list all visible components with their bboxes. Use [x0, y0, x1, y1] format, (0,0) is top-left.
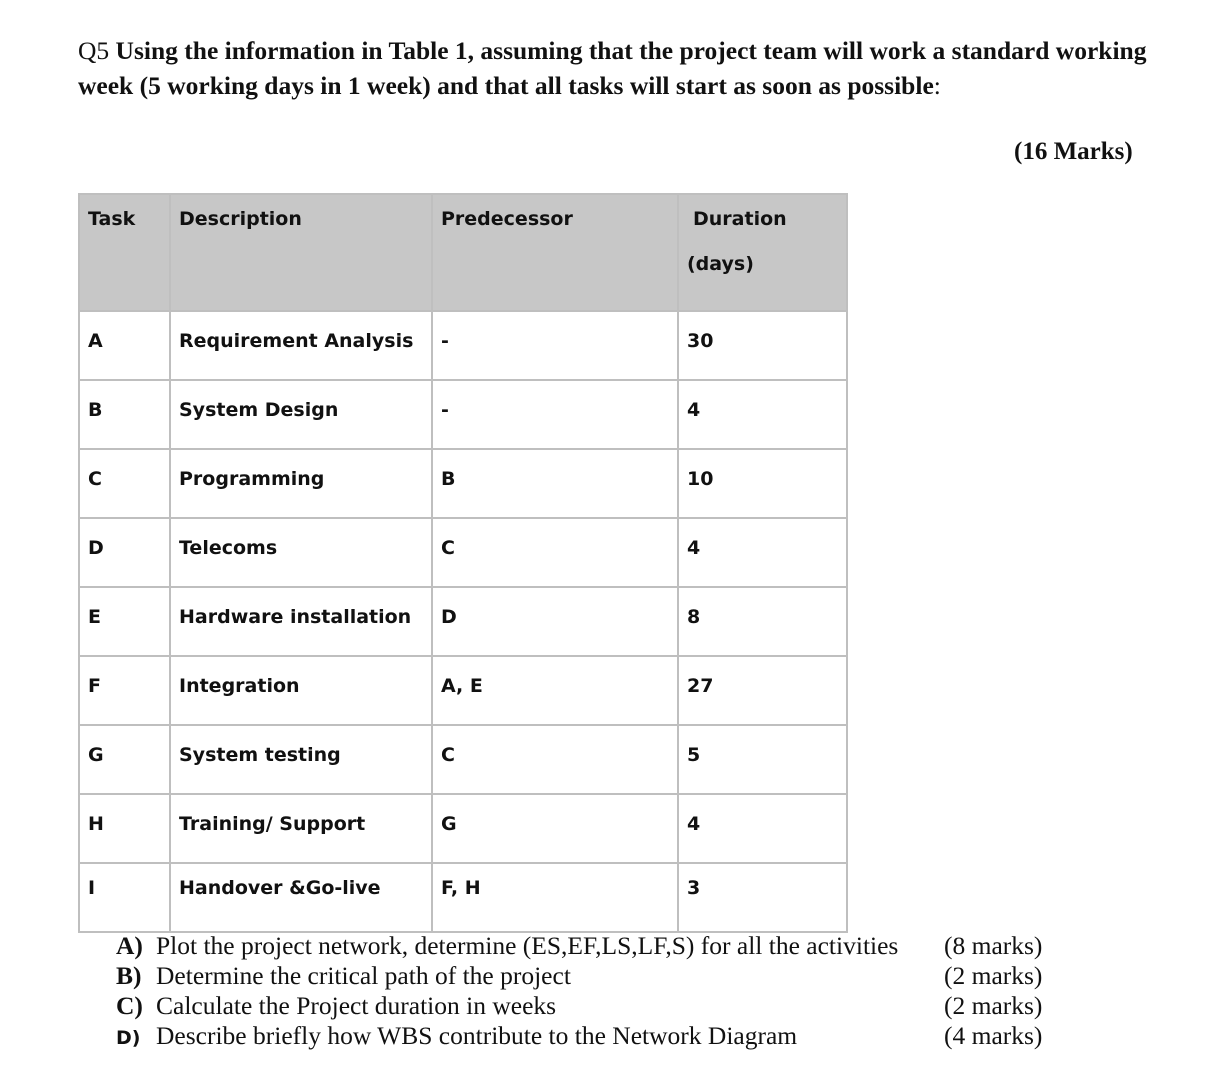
cell-description: System testing [170, 725, 432, 794]
part-letter: C) [116, 991, 143, 1020]
table-row [79, 725, 847, 794]
cell-task: C [79, 449, 170, 518]
cell-duration: 10 [678, 449, 847, 518]
cell-description: Hardware installation [170, 587, 432, 656]
cell-predecessor: F, H [432, 863, 678, 932]
cell-task: A [79, 311, 170, 380]
header-duration-line1: Duration [693, 208, 787, 230]
part-marks: (8 marks) [944, 931, 1043, 960]
table-row [79, 863, 847, 932]
cell-predecessor: - [432, 380, 678, 449]
question-colon: : [933, 71, 941, 100]
question-parts [116, 931, 1056, 1051]
table-row [79, 380, 847, 449]
cell-predecessor: C [432, 725, 678, 794]
table-row [79, 449, 847, 518]
cell-description: Integration [170, 656, 432, 725]
cell-predecessor: D [432, 587, 678, 656]
cell-predecessor: G [432, 794, 678, 863]
cell-duration: 3 [678, 863, 847, 932]
total-marks: (16 Marks) [1014, 138, 1133, 165]
cell-task: D [79, 518, 170, 587]
part-text: Determine the critical path of the project [156, 961, 571, 990]
cell-predecessor: B [432, 449, 678, 518]
table-header-row [79, 194, 847, 311]
cell-duration: 4 [678, 794, 847, 863]
part-marks: (2 marks) [944, 961, 1043, 990]
question-body: Using the information in Table 1, assuming that the project team will work a standard working week (5 working days in 1 week) and that all tasks will start as soon as possible [78, 36, 1147, 100]
cell-description: Handover &Go-live [170, 863, 432, 932]
cell-task: G [79, 725, 170, 794]
cell-task: B [79, 380, 170, 449]
part-text: Calculate the Project duration in weeks [156, 991, 557, 1020]
header-description: Description [170, 194, 432, 311]
cell-duration: 4 [678, 380, 847, 449]
question-text [78, 33, 1188, 103]
cell-predecessor: - [432, 311, 678, 380]
cell-description: Programming [170, 449, 432, 518]
cell-duration: 5 [678, 725, 847, 794]
cell-duration: 8 [678, 587, 847, 656]
cell-duration: 30 [678, 311, 847, 380]
cell-predecessor: A, E [432, 656, 678, 725]
part-letter: B) [116, 961, 142, 990]
part-b [116, 961, 1056, 991]
cell-duration: 27 [678, 656, 847, 725]
header-duration [678, 194, 847, 311]
part-text: Describe briefly how WBS contribute to the Network Diagram [156, 1021, 798, 1050]
cell-task: I [79, 863, 170, 932]
cell-description: Requirement Analysis [170, 311, 432, 380]
cell-description: Training/ Support [170, 794, 432, 863]
cell-description: System Design [170, 380, 432, 449]
header-task: Task [79, 194, 170, 311]
cell-description: Telecoms [170, 518, 432, 587]
cell-task: F [79, 656, 170, 725]
task-table [78, 193, 848, 933]
table-row [79, 587, 847, 656]
header-duration-line2: (days) [687, 253, 754, 275]
part-marks: (4 marks) [944, 1021, 1043, 1050]
cell-task: E [79, 587, 170, 656]
question-label: Q5 [78, 36, 110, 65]
part-c [116, 991, 1056, 1021]
table-row [79, 518, 847, 587]
cell-predecessor: C [432, 518, 678, 587]
part-a [116, 931, 1056, 961]
table-row [79, 311, 847, 380]
table-row [79, 794, 847, 863]
cell-duration: 4 [678, 518, 847, 587]
part-marks: (2 marks) [944, 991, 1043, 1020]
header-predecessor: Predecessor [432, 194, 678, 311]
part-d [116, 1021, 1056, 1051]
cell-task: H [79, 794, 170, 863]
table-row [79, 656, 847, 725]
part-text: Plot the project network, determine (ES,EF,LS,LF,S) for all the activities [156, 931, 899, 960]
part-letter: D) [116, 1027, 141, 1049]
part-letter: A) [116, 931, 143, 960]
